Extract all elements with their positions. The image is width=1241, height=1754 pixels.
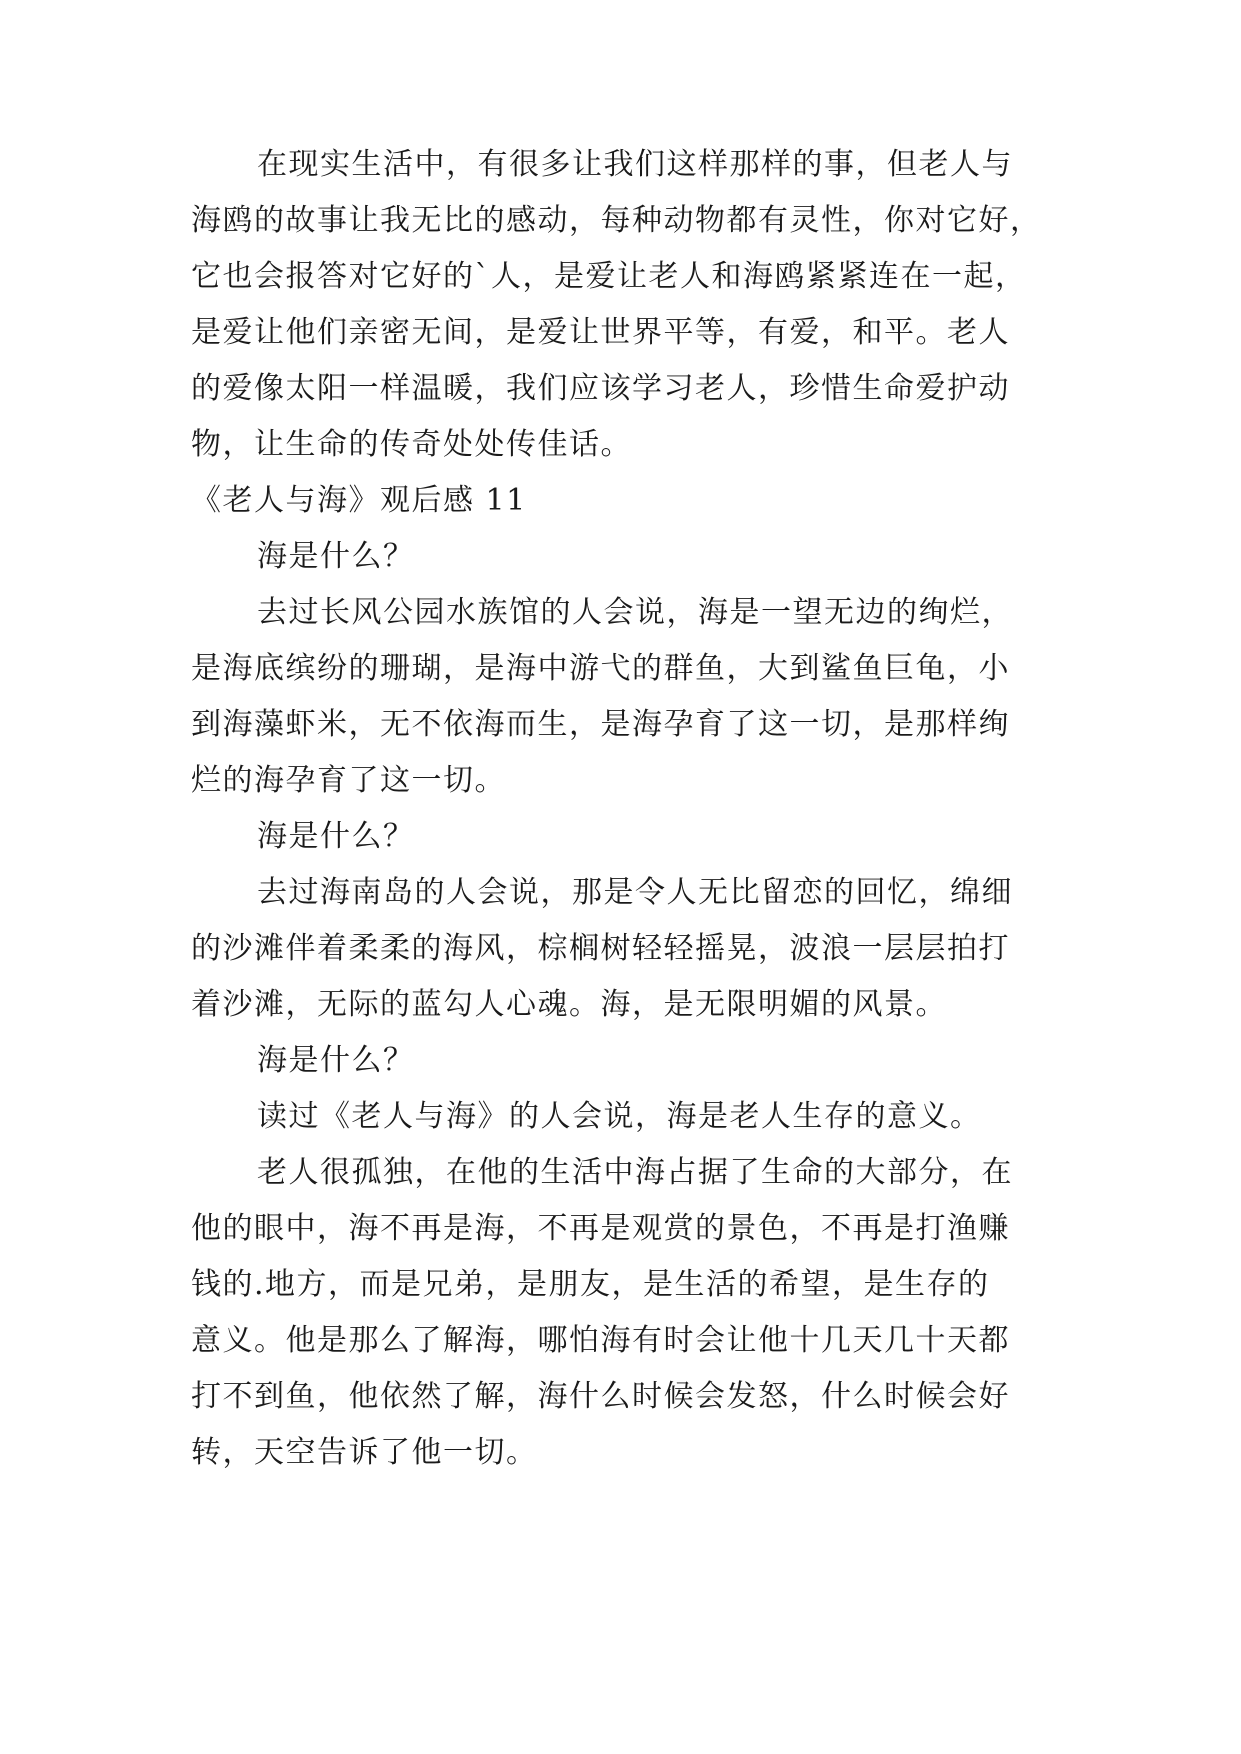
paragraph-line: 在现实生活中，有很多让我们这样那样的事，但老人与 <box>257 147 1013 182</box>
paragraph-5 <box>191 1145 1066 1481</box>
paragraph-line: 是海底缤纷的珊瑚，是海中游弋的群鱼，大到鲨鱼巨龟，小 <box>191 651 1010 686</box>
paragraph-line: 去过海南岛的人会说，那是令人无比留恋的回忆，绵细 <box>257 875 1013 910</box>
paragraph-line: 钱的.地方，而是兄弟，是朋友，是生活的希望，是生存的 <box>191 1267 990 1302</box>
paragraph-line: 烂的海孕育了这一切。 <box>191 763 506 798</box>
section-title: 《老人与海》观后感 11 <box>191 483 527 518</box>
paragraph-line: 到海藻虾米，无不依海而生，是海孕育了这一切，是那样绚 <box>191 707 1010 742</box>
paragraph-line: 的沙滩伴着柔柔的海风，棕榈树轻轻摇晃，波浪一层层拍打 <box>191 931 1010 966</box>
paragraph-line: 的爱像太阳一样温暖，我们应该学习老人，珍惜生命爱护动 <box>191 371 1010 406</box>
paragraph-line: 打不到鱼，他依然了解，海什么时候会发怒，什么时候会好 <box>191 1379 1010 1414</box>
paragraph-line: 是爱让他们亲密无间，是爱让世界平等，有爱，和平。老人 <box>191 315 1010 350</box>
paragraph-2 <box>191 585 1066 809</box>
paragraph-line: 着沙滩，无际的蓝勾人心魂。海，是无限明媚的风景。 <box>191 987 947 1022</box>
paragraph-1 <box>191 137 1066 473</box>
document-body <box>191 137 1066 1481</box>
paragraph-line: 转，天空告诉了他一切。 <box>191 1435 538 1470</box>
paragraph-line: 他的眼中，海不再是海，不再是观赏的景色，不再是打渔赚 <box>191 1211 1010 1246</box>
paragraph-line: 海鸥的故事让我无比的感动，每种动物都有灵性，你对它好， <box>191 203 1042 238</box>
question-line: 海是什么？ <box>257 819 415 854</box>
paragraph-line: 读过《老人与海》的人会说，海是老人生存的意义。 <box>257 1099 982 1134</box>
paragraph-line: 物，让生命的传奇处处传佳话。 <box>191 427 632 462</box>
paragraph-line: 老人很孤独，在他的生活中海占据了生命的大部分，在 <box>257 1155 1013 1190</box>
paragraph-line: 意义。他是那么了解海，哪怕海有时会让他十几天几十天都 <box>191 1323 1010 1358</box>
paragraph-line: 去过长风公园水族馆的人会说，海是一望无边的绚烂， <box>257 595 1013 630</box>
question-line: 海是什么？ <box>257 539 415 574</box>
paragraph-4 <box>191 1089 1066 1145</box>
question-line: 海是什么？ <box>257 1043 415 1078</box>
paragraph-3 <box>191 865 1066 1033</box>
paragraph-line: 它也会报答对它好的`人，是爱让老人和海鸥紧紧连在一起， <box>191 259 1027 294</box>
